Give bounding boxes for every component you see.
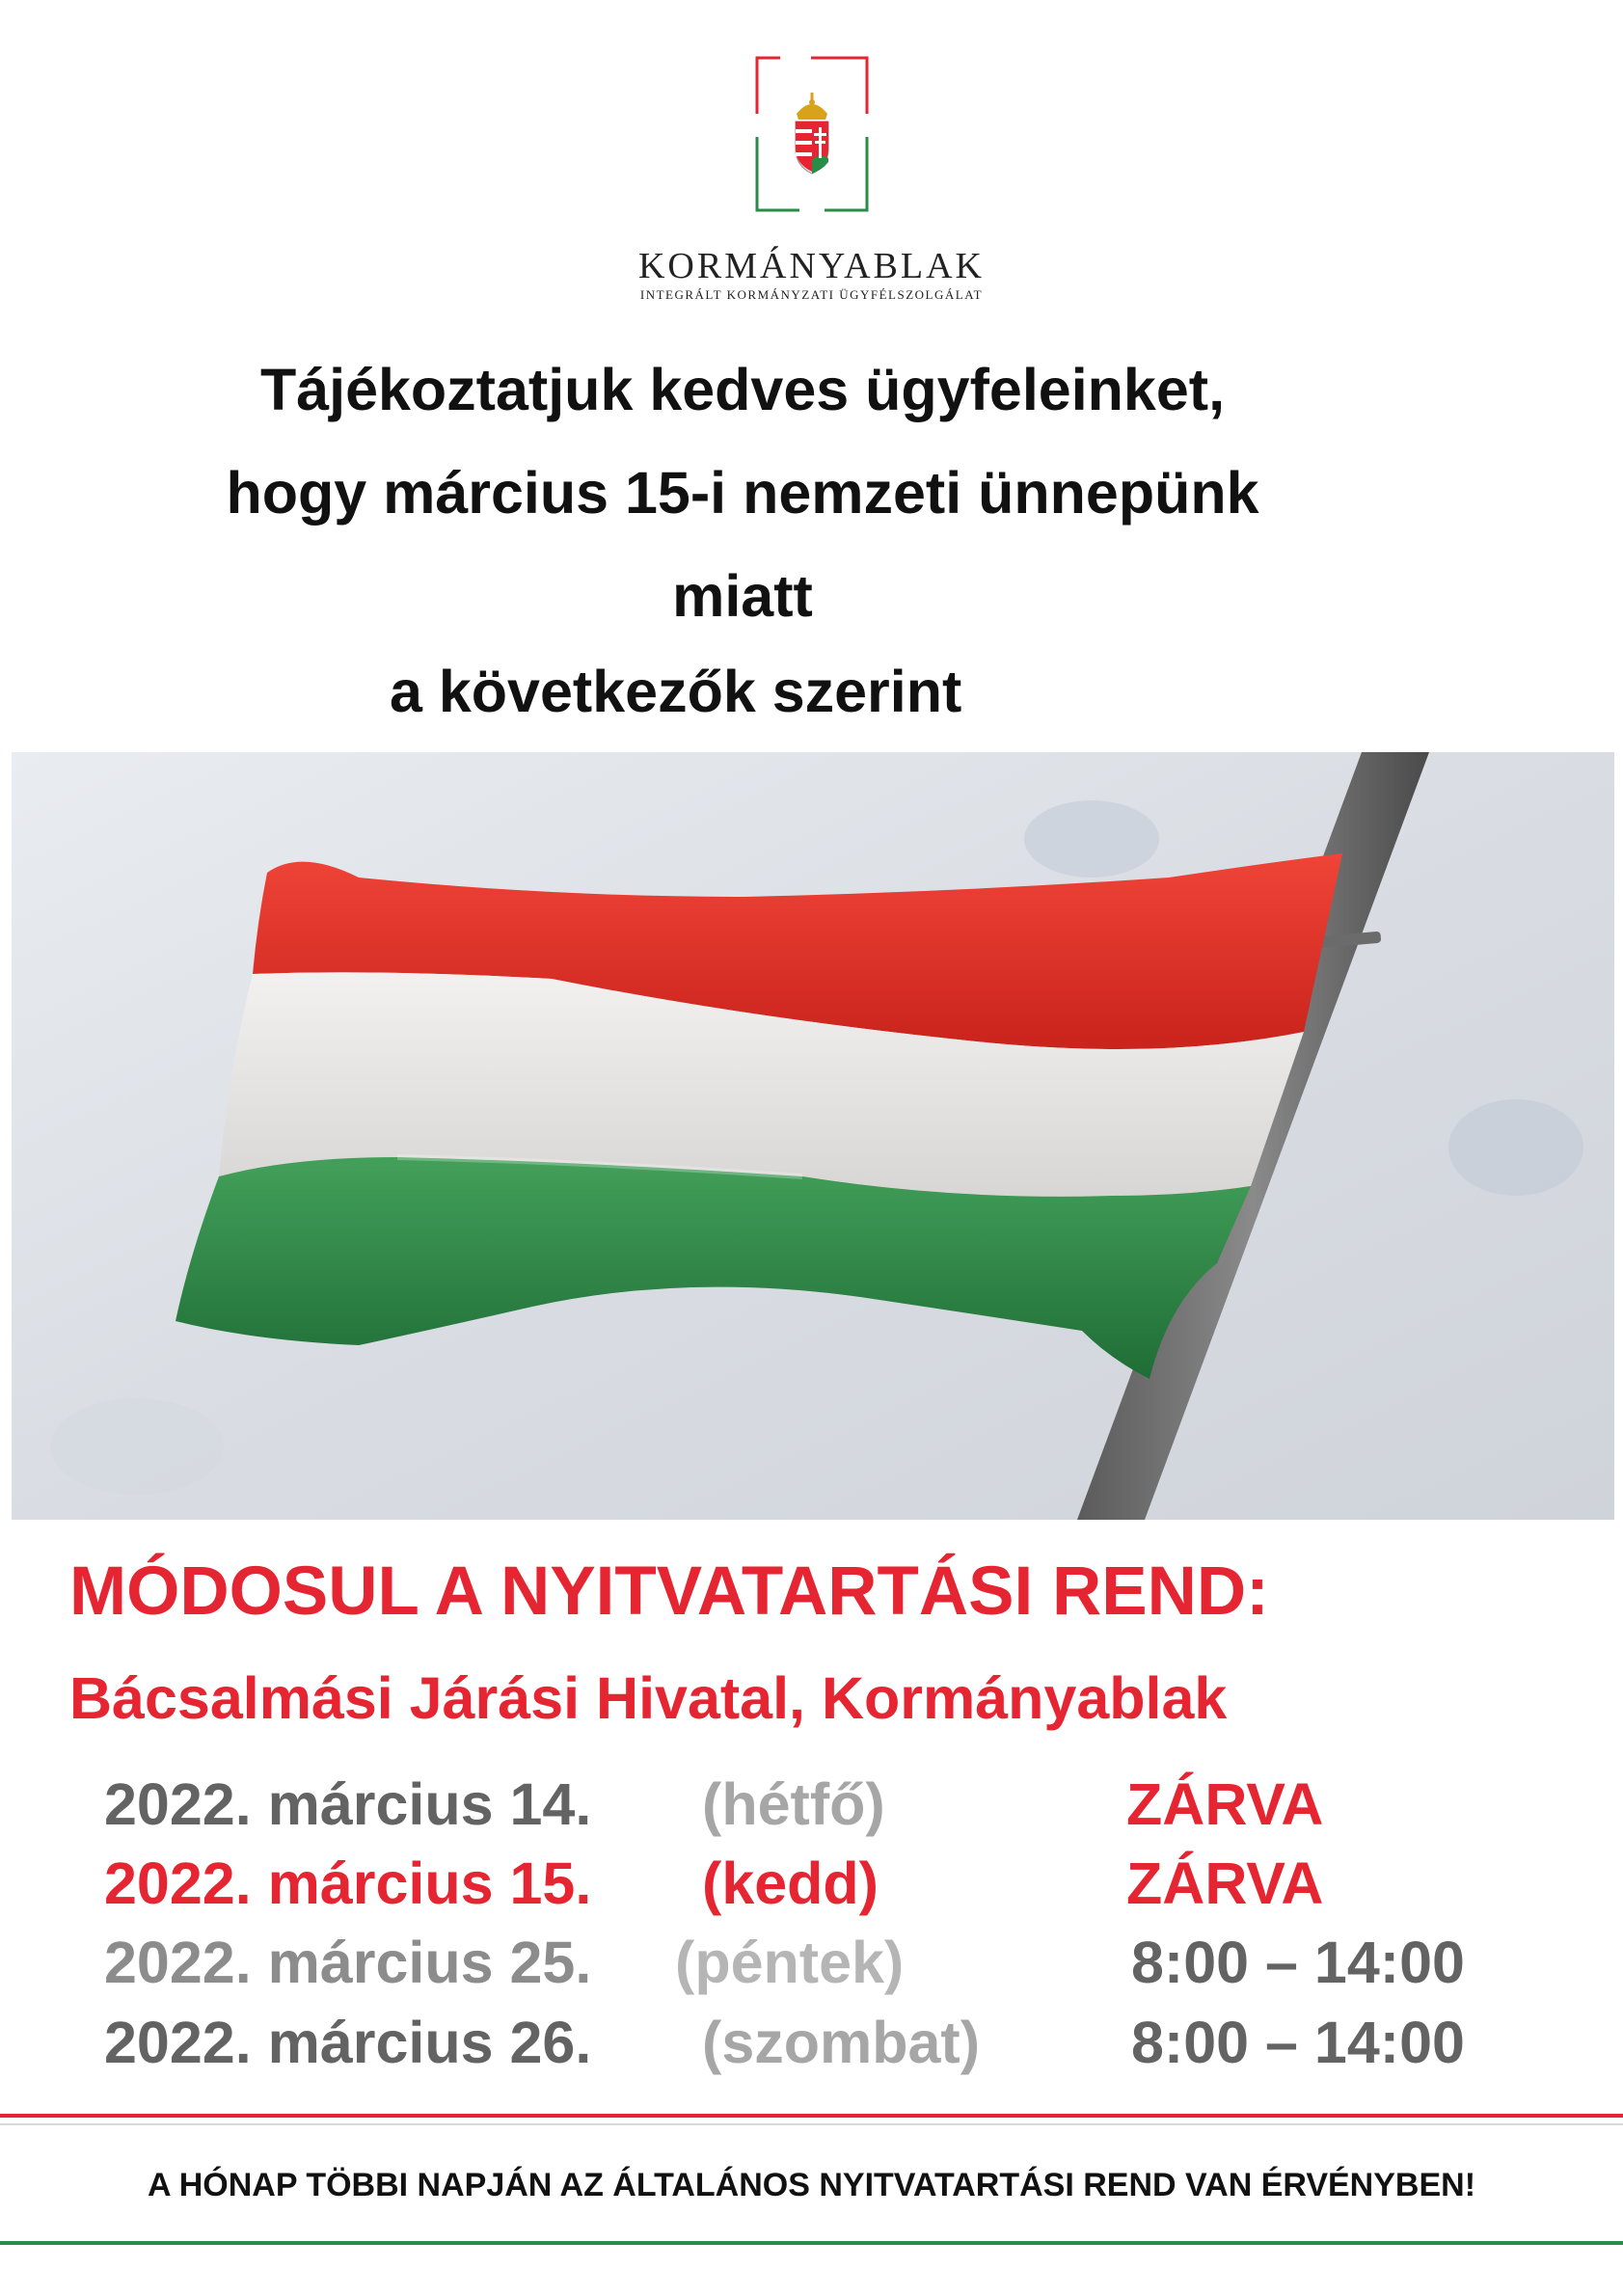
headline-line-4: a következők szerint [390,659,962,724]
schedule-date: 2022. március 25. [104,1930,592,1995]
white-divider [0,2123,1623,2125]
schedule-day: (szombat) [702,2010,981,2075]
schedule-row-4 [104,2010,1570,2091]
kormanyablak-logo [755,56,869,212]
office-name: Bácsalmási Járási Hivatal, Kormányablak [69,1665,1228,1731]
schedule-status: 8:00 – 14:00 [1131,1930,1465,1995]
brand-subtitle: INTEGRÁLT KORMÁNYZATI ÜGYFÉLSZOLGÁLAT [639,287,984,302]
hungarian-coat-of-arms-icon [796,93,828,174]
schedule-day: (hétfő) [702,1771,885,1837]
headline-line-1: Tájékoztatjuk kedves ügyfeleinket, [259,357,1226,422]
schedule-day: (péntek) [675,1930,905,1995]
brand-name: KORMÁNYABLAK [637,246,986,286]
headline-line-3: miatt [672,563,813,629]
schedule-row-2 [104,1850,1570,1931]
schedule-date: 2022. március 15. [104,1850,592,1916]
schedule-status: ZÁRVA [1126,1771,1324,1837]
schedule-status: 8:00 – 14:00 [1131,2010,1465,2075]
schedule-day: (kedd) [702,1850,879,1916]
red-divider [0,2114,1623,2118]
green-divider [0,2241,1623,2245]
footer-note: A HÓNAP TÖBBI NAPJÁN AZ ÁLTALÁNOS NYITVATARTÁSI REND VAN ÉRVÉNYBEN! [147,2167,1476,2203]
schedule-status: ZÁRVA [1126,1850,1324,1916]
schedule-date: 2022. március 14. [104,1771,592,1837]
schedule-row-3 [104,1930,1570,2011]
headline-line-2: hogy március 15-i nemzeti ünnepünk [226,460,1259,526]
schedule-row-1 [104,1771,1570,1852]
schedule-date: 2022. március 26. [104,2010,592,2075]
hungarian-flag-photo [12,752,1614,1520]
notice-title: MÓDOSUL A NYITVATARTÁSI REND: [69,1553,1269,1630]
